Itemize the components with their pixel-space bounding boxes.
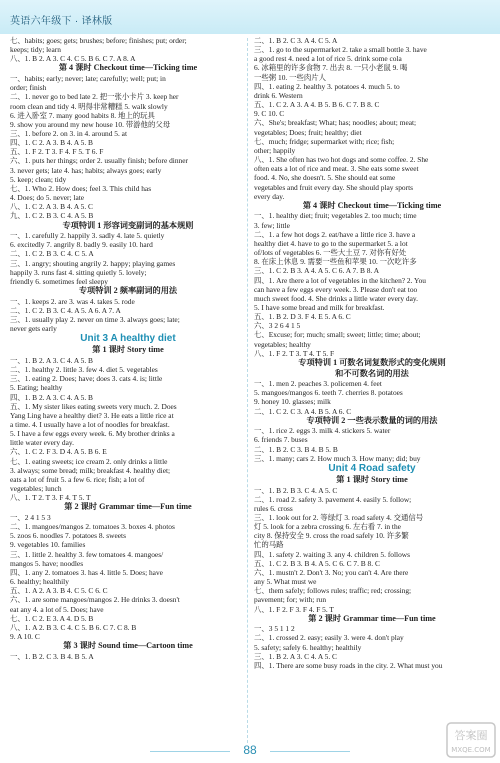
answer-line: 四、1. eating 2. healthy 3. potatoes 4. much 5. to [254, 81, 400, 91]
answer-line: much sweet food. 4. She drinks a little water every day. [254, 293, 418, 303]
answer-line: 一、habits; early; never; late; carefully; well; put; in [10, 74, 166, 84]
answer-line: 三、1. little 2. healthy 3. few tomatoes 4. mangoes/ [10, 549, 164, 559]
unit-heading: Unit 4 Road safety [328, 462, 416, 474]
answer-line: 八、1. C 2. A 3. B 4. A 5. C [10, 202, 93, 212]
answer-line: 一、2 4 1 5 3 [10, 513, 51, 522]
left-answer-column [10, 36, 246, 661]
answer-line: 五、1. C 2. B 3. B 4. A 5. C 6. C 7. B 8. C [254, 558, 380, 568]
answer-line: 四、1. safety 2. waiting 3. any 4. children 5. follows [254, 549, 410, 559]
section-heading: 第 3 课时 Sound time—Cartoon time [63, 641, 193, 651]
answer-line: 八、1. T 2. T 3. F 4. T 5. T [10, 493, 91, 503]
answer-line: 八、1. B 2. A 3. C 4. C 5. B 6. C 7. A 8. A [10, 54, 136, 64]
column-divider [247, 38, 248, 743]
answer-line: 六、She's; breakfast; What; has; noodles; about; meat; [254, 118, 417, 128]
answer-line: 一、1. keeps 2. are 3. was 4. takes 5. rode [10, 296, 135, 306]
answer-line: 二、1. C 2. B 3. C 4. A 5. A 6. A 7. A [10, 305, 121, 315]
answer-line: 六、1. are some mangoes/mangos 2. He drinks 3. doesn't [10, 595, 180, 605]
answer-line: 二、1. C 2. C 3. A 4. B 5. A 6. C [254, 406, 352, 416]
answer-line: 4. Does; do 5. never; late [10, 193, 85, 203]
watermark-logo [446, 722, 496, 758]
answer-line: 5. I have a few eggs every week. 6. My brother drinks a [10, 429, 175, 439]
answer-line: 6. healthy; healthily [10, 577, 69, 587]
answer-line: 9. show you around my new house 10. 带游他的父母 [10, 119, 171, 129]
answer-line: 七、habits; goes; gets; brushes; before; finishes; put; order; [10, 36, 187, 45]
answer-line: 八、1. She often has two hot dogs and some coffee. 2. She [254, 155, 429, 165]
answer-line: 5. zoos 6. noodles 7. potatoes 8. sweets [10, 531, 126, 541]
answer-line: 9. A 10. C [10, 632, 40, 642]
answer-line: 一、3 5 1 1 2 [254, 624, 295, 634]
answer-line: food. 4. No, she doesn't. 5. She should eat some [254, 173, 396, 183]
answer-line: 二、1. road 2. safety 3. pavement 4. easily 5. follow; [254, 494, 412, 504]
answer-line: 3. always; some bread; milk; breakfast 4. healthy diet; [10, 465, 171, 475]
watermark-line1: 答案圈 [454, 729, 488, 742]
answer-line: 二、1. B 2. C 3. B 4. B 5. B [254, 444, 338, 454]
answer-line: often eats a lot of rice and meat. 3. She eats some sweet [254, 164, 419, 174]
answer-line: 五、1. B 2. D 3. F 4. E 5. A 6. C [254, 312, 351, 322]
answer-line: 忙的马路 [254, 540, 284, 550]
answer-line: eat any 4. a lot of 5. Does; have [10, 604, 104, 614]
answer-line: 五、1. A 2. A 3. B 4. C 5. C 6. C [10, 586, 108, 596]
answer-line: 一、1. B 2. B 3. C 4. A 5. C [254, 485, 338, 495]
answer-line: 九、1. C 2. B 3. C 4. A 5. B [10, 211, 94, 221]
answer-line: 七、much; fridge; supermarket with; rice; fish; [254, 136, 395, 146]
answer-line: vegetables; lunch [10, 484, 62, 494]
answer-line: pavement; for; with; run [254, 595, 327, 605]
answer-line: 八、1. F 2. F 3. F 4. F 5. T [254, 604, 334, 614]
unit-heading: Unit 3 A healthy diet [80, 333, 176, 345]
right-answer-column [254, 36, 490, 670]
answer-line: 七、Excuse; for; much; small; sweet; little; time; about; [254, 330, 421, 340]
answer-line: order; finish [10, 83, 47, 93]
answer-line: vegetables; healthy [254, 339, 311, 349]
answer-line: 三、1. angry; shouting angrily 2. happy; playing games [10, 258, 176, 268]
section-heading: 第 1 课时 Story time [92, 345, 164, 355]
answer-line: 二、1. crossed 2. easy; easily 3. were 4. don't play [254, 633, 404, 643]
answer-line: of/lots of vegetables 6. 一些大土豆 7. 对你有好处 [254, 248, 407, 258]
answer-line: 6. 进入卧室 7. many good habits 8. 地上的玩具 [10, 110, 155, 120]
answer-line: 七、them safely; follows rules; traffic; red; crossing; [254, 586, 412, 596]
section-heading: 专项特训 1 形容词变副词的基本规则 [62, 220, 194, 230]
answer-line: 灯 5. look for a zebra crossing 6. 左右看 7. in the [254, 522, 401, 532]
answer-line: 六、3 2 6 4 1 5 [254, 321, 301, 331]
answer-line: 二、1. B 2. C 3. A 4. C 5. A [254, 36, 338, 45]
answer-line: 七、1. Who 2. How does; feel 3. This child has [10, 183, 152, 193]
answer-line: room clean and tidy 4. 明得非常糟糕 5. walk slowly [10, 101, 168, 111]
answer-line: 四、1. C 2. A 3. B 4. A 5. B [10, 138, 93, 148]
answer-line: can have a few eggs every week. 3. Please don't eat too [254, 284, 418, 294]
answer-line: 三、1. go to the supermarket 2. take a small bottle 3. have [254, 45, 427, 55]
answer-line: a time. 4. I usually have a lot of noodles for breakfast. [10, 420, 170, 429]
answer-line: 七、1. C 2. E 3. A 4. D 5. B [10, 613, 94, 623]
answer-line: 5. I have some bread and milk for breakfast. [254, 302, 385, 312]
answer-line: 七、1. eating sweets; ice cream 2. only drinks a little [10, 456, 168, 466]
answer-line: 5. mangoes/mangos 6. teeth 7. cherries 8. potatoes [254, 388, 403, 398]
answer-line: 三、1. B 2. A 3. C 4. A 5. C [254, 651, 337, 661]
answer-line: eats a lot of fruit 5. a few 6. rice; fish; a lot of [10, 474, 145, 484]
footer-rule-right [270, 751, 350, 752]
answer-line: 八、1. F 2. T 3. T 4. T 5. F [254, 348, 335, 358]
answer-line: 二、1. mangoes/mangos 2. tomatoes 3. boxes 4. photos [10, 522, 175, 532]
answer-line: 五、1. My sister likes eating sweets very much. 2. Does [10, 401, 177, 411]
answer-line: 3. never gets; late 4. has; habits; always goes; early [10, 165, 162, 175]
answer-line: 一、1. B 2. C 3. B 4. B 5. A [10, 651, 94, 661]
answer-line: city 8. 保持安全 9. cross the road safely 10. 许多繁 [254, 531, 409, 541]
answer-line: healthy diet 4. have to go to the supermarket 5. a lot [254, 238, 408, 248]
answer-line: happily 3. runs fast 4. sitting quietly 5. lovely; [10, 267, 147, 277]
answer-line: 9. vegetables 10. families [10, 540, 86, 550]
answer-line: 一、1. men 2. peaches 3. policemen 4. feet [254, 379, 382, 389]
answer-line: 三、1. C 2. B 3. A 4. A 5. C 6. A 7. B 8. A [254, 266, 380, 276]
answer-line: 一、1. rice 2. eggs 3. milk 4. stickers 5. water [254, 426, 391, 436]
answer-line: 5. Eating; healthy [10, 383, 63, 393]
answer-line: Yang Ling have a healthy diet? 3. He eats a little rice at [10, 410, 174, 420]
section-heading: 专项特训 1 可数名词复数形式的变化规则 [298, 357, 446, 367]
answer-line: 一、1. healthy diet; fruit; vegetables 2. too much; time [254, 211, 417, 221]
answer-line: little water every day. [10, 438, 74, 448]
answer-line: 五、1. F 2. T 3. F 4. F 5. T 6. F [10, 147, 104, 157]
answer-line: 八、1. A 2. B 3. C 4. C 5. B 6. C 7. C 8. B [10, 622, 137, 632]
section-heading: 第 1 课时 Story time [336, 474, 408, 484]
answer-line: any 5. What must we [254, 577, 317, 587]
answer-line: friendly 6. sometimes feel sleepy [10, 276, 108, 286]
answer-line: 三、1. look out for 2. 等绿灯 3. road safety 4. 交通信号 [254, 513, 424, 522]
answer-line: 二、1. never go to bed late 2. 把一张小卡片 3. keep her [10, 92, 179, 102]
answer-line: 四、1. There are some busy roads in the city. 2. What must you [254, 660, 443, 670]
answer-line: 四、1. B 2. A 3. C 4. A 5. B [10, 392, 93, 402]
section-heading: 第 2 课时 Grammar time—Fun time [308, 613, 436, 623]
answer-line: 6. friends 7. buses [254, 435, 308, 445]
answer-line: 5. keep; clean; tidy [10, 174, 67, 184]
answer-line: rules 6. cross [254, 503, 293, 513]
answer-line: 6. 冰箱里的许多食物 7. 出去 8. 一只小老鼠 9. 喝 [254, 63, 408, 73]
answer-line: 四、1. any 2. tomatoes 3. has 4. little 5. Does; have [10, 567, 163, 577]
answer-line: vegetables; Does; fruit; healthy; diet [254, 127, 362, 137]
answer-line: vegetables and fruit every day. She should play sports [254, 182, 413, 192]
answer-line: 6. excitedly 7. angrily 8. badly 9. easily 10. hard [10, 240, 153, 250]
answer-line: 二、1. a few hot dogs 2. eat/have a little rice 3. have a [254, 229, 416, 239]
page-number: 88 [243, 743, 257, 757]
section-heading: 第 2 课时 Grammar time—Fun time [64, 502, 192, 512]
answer-line: 8. 在床上休息 9. 需要一些鱼和苹果 10. 一次吃许多 [254, 257, 417, 267]
answer-line: 三、1. eating 2. Does; have; does 3. cats 4. is; little [10, 374, 163, 384]
answer-line: 二、1. C 2. B 3. C 4. C 5. A [10, 249, 94, 259]
answer-line: keeps; tidy; learn [10, 45, 61, 55]
answer-line: 四、1. Are there a lot of vegetables in the kitchen? 2. You [254, 275, 426, 285]
answer-line: 三、1. many; cars 2. How much 3. How many; did; buy [254, 453, 421, 463]
section-heading: 第 4 课时 Checkout time—Ticking time [302, 200, 442, 210]
answer-line: 一、1. B 2. A 3. C 4. A 5. B [10, 355, 93, 365]
answer-line: 六、1. mustn't 2. Don't 3. No; you can't 4. Are there [254, 567, 409, 577]
answer-line: 5. safety; safely 6. healthy; healthily [254, 642, 362, 652]
answer-line: never gets early [10, 324, 57, 334]
section-heading: 专项特训 2 一些表示数量的词的用法 [306, 415, 438, 425]
watermark-line2: MXQE.COM [451, 746, 491, 754]
answer-line: 五、1. C 2. A 3. A 4. B 5. B 6. C 7. B 8. C [254, 100, 380, 110]
answer-line: 9. honey 10. glasses; milk [254, 397, 331, 407]
answer-line: 一、1. carefully 2. happily 3. sadly 4. late 5. quietly [10, 231, 165, 241]
answer-line: 一些粥 10. 一些肉片人 [254, 72, 327, 82]
answer-line: 三、1. before 2. on 3. in 4. around 5. at [10, 129, 127, 138]
answer-line: drink 6. Western [254, 90, 303, 100]
book-title: 英语六年级下 · 译林版 [10, 16, 113, 27]
section-heading: 专项特训 2 频率副词的用法 [78, 286, 178, 296]
answer-line: 三、1. usually play 2. never on time 3. always goes; late; [10, 315, 180, 324]
answer-line: a good rest 4. need a lot of rice 5. drink some cola [254, 54, 402, 64]
answer-line: 六、1. puts her things; order 2. usually finish; before dinner [10, 156, 188, 166]
answer-line: mangos 5. have; noodles [10, 558, 84, 568]
answer-line: 3. few; little [254, 220, 290, 230]
answer-line: 9. C 10. C [254, 109, 285, 119]
section-heading: 和不可数名词的用法 [335, 368, 409, 378]
answer-line: other; happily [254, 145, 296, 155]
answer-line: every day. [254, 191, 285, 201]
answer-line: 六、1. C 2. F 3. D 4. A 5. B 6. E [10, 447, 107, 457]
answer-line: 二、1. healthy 2. little 3. few 4. diet 5. vegetables [10, 365, 158, 375]
section-heading: 第 4 课时 Checkout time—Ticking time [58, 63, 198, 73]
